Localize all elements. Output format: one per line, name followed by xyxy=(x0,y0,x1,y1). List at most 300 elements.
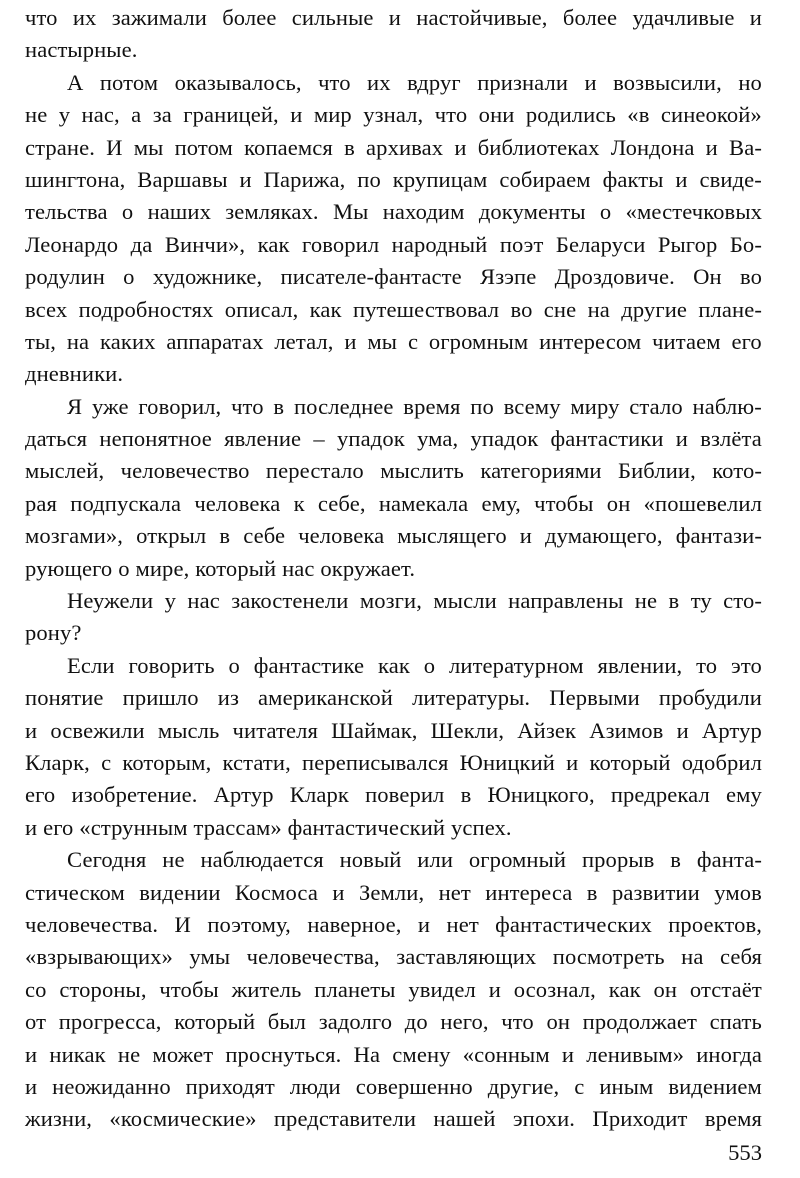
word: фантастике xyxy=(253,652,365,678)
text-line xyxy=(25,229,762,261)
word: Язэпе xyxy=(480,264,537,290)
word: мы xyxy=(367,328,398,354)
word: переписывался xyxy=(302,749,449,775)
paragraph xyxy=(25,844,762,1136)
word: приходят xyxy=(185,1073,275,1099)
word: более xyxy=(222,5,277,30)
word: потом xyxy=(99,69,159,95)
word: другие, xyxy=(487,1073,560,1099)
word: народный xyxy=(391,231,488,257)
word: говорить xyxy=(128,652,215,678)
word: Азимов xyxy=(589,717,664,743)
word: во xyxy=(510,296,533,322)
word: в xyxy=(273,393,285,419)
word: себе xyxy=(243,523,286,549)
word: открыл xyxy=(136,523,207,549)
word: другие xyxy=(621,296,688,322)
word: упадок xyxy=(470,426,539,452)
body-text-column xyxy=(25,2,762,1136)
word: художнике, xyxy=(152,264,263,290)
text-line xyxy=(25,553,762,585)
word: ему xyxy=(725,782,762,808)
word: намекала xyxy=(378,490,469,516)
word: категориями xyxy=(480,458,602,484)
text-line xyxy=(25,326,762,358)
word: неожиданно xyxy=(52,1073,171,1099)
word: окружает. xyxy=(320,555,416,581)
word: и xyxy=(332,879,345,905)
word: мозгами», xyxy=(25,523,124,549)
word: собираем xyxy=(499,166,591,192)
word: плане- xyxy=(698,296,762,322)
word: Беларуси xyxy=(555,231,646,257)
word: Рыгор xyxy=(657,231,718,257)
word: о xyxy=(123,264,135,290)
word: и xyxy=(566,749,579,775)
word: человека xyxy=(298,523,385,549)
word: «космические» xyxy=(109,1106,257,1132)
word: до xyxy=(404,1009,428,1035)
word: освежили xyxy=(50,717,145,743)
word: но xyxy=(738,69,762,95)
word: ленивым» xyxy=(586,1041,685,1067)
word: удачливые xyxy=(632,5,735,30)
word: даться xyxy=(25,426,88,452)
paragraph xyxy=(25,650,762,844)
word: и xyxy=(675,166,688,192)
word: закостенели xyxy=(231,588,349,614)
word: А xyxy=(67,69,84,95)
word: ты, xyxy=(25,328,57,354)
word: время xyxy=(704,1106,762,1132)
word: мыслей, xyxy=(25,458,105,484)
word: понятие xyxy=(25,685,104,711)
word: стическом xyxy=(25,879,125,905)
word: непонятное xyxy=(99,426,212,452)
word: узнал, xyxy=(363,102,424,128)
word: и xyxy=(519,523,532,549)
word: взлёта xyxy=(700,426,762,452)
word: время xyxy=(403,393,461,419)
paragraph xyxy=(25,585,762,650)
word: в xyxy=(670,847,682,873)
text-line xyxy=(25,132,762,164)
word: На xyxy=(353,1041,381,1067)
word: прогресса, xyxy=(58,1009,162,1035)
word: которым, xyxy=(122,749,212,775)
word: мыслящего xyxy=(397,523,507,549)
word: поэтому, xyxy=(207,911,291,937)
word: Варшавы xyxy=(137,166,228,192)
word: архивах xyxy=(366,134,444,160)
word: со xyxy=(25,976,47,1002)
word: осознал, xyxy=(513,976,596,1002)
text-line xyxy=(25,99,762,131)
word: рующего xyxy=(25,555,113,581)
word: нас xyxy=(282,555,315,581)
word: и xyxy=(488,976,501,1002)
text-line xyxy=(25,1039,762,1071)
word: описал, xyxy=(224,296,299,322)
text-line xyxy=(25,358,762,390)
word: Сегодня xyxy=(67,847,147,873)
word: эпохи. xyxy=(512,1106,576,1132)
word: уже xyxy=(91,393,129,419)
word: Артур xyxy=(701,717,762,743)
word: из xyxy=(217,685,239,711)
word: наших xyxy=(147,199,211,225)
word: задолго xyxy=(318,1009,393,1035)
word: не xyxy=(162,847,185,873)
text-line xyxy=(25,877,762,909)
word: и xyxy=(25,717,38,743)
word: Айзек xyxy=(517,717,577,743)
word: мысль xyxy=(157,717,220,743)
word: поверил xyxy=(365,782,445,808)
word: они xyxy=(478,102,515,128)
word: фанта- xyxy=(696,847,762,873)
word: и xyxy=(25,1041,38,1067)
word: Артур xyxy=(213,782,274,808)
word: писателе-фантасте xyxy=(280,264,462,290)
text-line xyxy=(25,67,762,99)
word: «в xyxy=(627,102,650,128)
word: его xyxy=(43,814,74,840)
text-line xyxy=(25,34,762,66)
text-line xyxy=(25,261,762,293)
word: зажимали xyxy=(111,5,207,30)
word: наблю- xyxy=(692,393,762,419)
word: Лондона xyxy=(610,134,695,160)
word: направлены xyxy=(508,588,624,614)
word: что xyxy=(434,102,468,128)
word: наблюдается xyxy=(200,847,324,873)
paragraph xyxy=(25,391,762,585)
word: подпускала xyxy=(70,490,182,516)
word: как xyxy=(608,976,641,1002)
word: Ва- xyxy=(729,134,762,160)
word: предрекал xyxy=(610,782,710,808)
word: на xyxy=(587,296,610,322)
word: упадок xyxy=(337,426,405,452)
word: Парижа, xyxy=(263,166,346,192)
word: развитии xyxy=(611,879,700,905)
word: который xyxy=(174,1009,256,1035)
word: Леонардо xyxy=(25,231,119,257)
text-line xyxy=(25,812,762,844)
word: огромным xyxy=(428,328,529,354)
text-line xyxy=(25,617,762,649)
word: мире, xyxy=(135,555,190,581)
word: мозги, xyxy=(359,588,422,614)
word: планеты xyxy=(314,976,396,1002)
word: человечества, xyxy=(246,944,380,970)
word: человека xyxy=(194,490,281,516)
word: «пошевелил xyxy=(643,490,762,516)
word: пробудили xyxy=(658,685,762,711)
text-line xyxy=(25,974,762,1006)
word: Земли, xyxy=(358,879,425,905)
word: изобретение. xyxy=(71,782,198,808)
word: факты xyxy=(602,166,664,192)
word: находим xyxy=(382,199,465,225)
word: стало xyxy=(629,393,683,419)
word: себе, xyxy=(317,490,366,516)
word: иным xyxy=(599,1073,654,1099)
word: и xyxy=(239,166,252,192)
text-line xyxy=(25,941,762,973)
word: который xyxy=(589,749,671,775)
word: фантастический xyxy=(287,814,446,840)
word: Он xyxy=(693,264,722,290)
word: мыслить xyxy=(380,458,464,484)
word: явление xyxy=(224,426,302,452)
word: интересом xyxy=(539,328,642,354)
word: фантази- xyxy=(675,523,762,549)
word: их xyxy=(72,5,97,30)
word: человечество xyxy=(120,458,250,484)
word: то xyxy=(696,652,718,678)
word: миру xyxy=(570,393,620,419)
word: проснуться. xyxy=(225,1041,342,1067)
text-line xyxy=(25,909,762,941)
word: пришло xyxy=(122,685,199,711)
text-line xyxy=(25,747,762,779)
text-line xyxy=(25,423,762,455)
word: сильные xyxy=(291,5,374,30)
word: последнее xyxy=(293,393,394,419)
word: нет xyxy=(446,911,479,937)
word: мы xyxy=(133,134,164,160)
word: Бо- xyxy=(729,231,762,257)
word: поэт xyxy=(499,231,544,257)
word: по xyxy=(357,166,381,192)
word: от xyxy=(25,1009,47,1035)
word: думающего, xyxy=(545,523,663,549)
word: летал, xyxy=(274,328,334,354)
word: И xyxy=(174,911,191,937)
word: видением xyxy=(668,1073,762,1099)
word: как xyxy=(377,652,410,678)
word: и xyxy=(561,1041,575,1067)
word: настойчивые, xyxy=(416,5,548,30)
word: – xyxy=(313,426,325,452)
word: Кларк xyxy=(289,782,349,808)
word: у xyxy=(58,102,71,128)
word: дневники. xyxy=(25,361,124,387)
word: «взрывающих» xyxy=(25,944,173,970)
word: трассам» xyxy=(193,814,282,840)
word: каких xyxy=(100,328,156,354)
word: умы xyxy=(189,944,231,970)
word: говорил xyxy=(302,231,380,257)
word: о xyxy=(423,652,436,678)
word: это xyxy=(731,652,762,678)
word: нас, xyxy=(81,102,120,128)
word: с xyxy=(101,749,112,775)
word: родулин xyxy=(25,264,105,290)
word: и xyxy=(25,1073,38,1099)
word: по xyxy=(470,393,494,419)
word: рону? xyxy=(25,620,82,646)
word: успех. xyxy=(450,814,512,840)
word: Первыми xyxy=(549,685,640,711)
word: Космоса xyxy=(234,879,318,905)
word: кото- xyxy=(712,458,762,484)
word: прорыв xyxy=(581,847,655,873)
page-number: 553 xyxy=(728,1140,762,1165)
word: в xyxy=(344,134,355,160)
word: он xyxy=(606,490,631,516)
word: и xyxy=(749,5,762,30)
word: за xyxy=(152,102,172,128)
word: Дроздовиче. xyxy=(554,264,675,290)
word: чтобы xyxy=(534,490,594,516)
word: о xyxy=(118,555,130,581)
word: тельства xyxy=(25,199,108,225)
word: границей, xyxy=(183,102,279,128)
word: признали xyxy=(477,69,569,95)
word: стороны, xyxy=(59,976,147,1002)
word: читателя xyxy=(232,717,318,743)
word: нас xyxy=(187,588,220,614)
word: сто- xyxy=(723,588,762,614)
word: с xyxy=(407,328,419,354)
word: фантастических xyxy=(495,911,652,937)
word: что xyxy=(25,5,58,30)
word: смену xyxy=(392,1041,451,1067)
word: оказывалось, xyxy=(174,69,302,95)
word: свиде- xyxy=(699,166,762,192)
word: на xyxy=(66,328,90,354)
word: интереса xyxy=(485,879,573,905)
word: видении xyxy=(139,879,221,905)
word: нет xyxy=(438,879,471,905)
word: ума, xyxy=(417,426,459,452)
word: Шаймак, xyxy=(331,717,418,743)
word: настырные. xyxy=(25,37,138,63)
word: не xyxy=(117,1041,141,1067)
word: не xyxy=(634,588,658,614)
word: всему xyxy=(503,393,561,419)
text-line xyxy=(25,779,762,811)
word: Юницкий xyxy=(459,749,555,775)
word: он xyxy=(546,1009,571,1035)
word: и xyxy=(584,69,597,95)
word: отстаёт xyxy=(689,976,762,1002)
word: огромный xyxy=(468,847,567,873)
word: увидел xyxy=(408,976,476,1002)
word: их xyxy=(367,69,391,95)
word: в xyxy=(668,588,680,614)
word: к xyxy=(293,490,305,516)
word: в xyxy=(586,879,598,905)
word: аппаратах xyxy=(166,328,264,354)
word: явлении, xyxy=(597,652,683,678)
text-line xyxy=(25,715,762,747)
word: во xyxy=(739,264,762,290)
word: умов xyxy=(714,879,762,905)
word: библиотеках xyxy=(477,134,600,160)
word: нашей xyxy=(433,1106,496,1132)
word: что xyxy=(318,69,351,95)
word: люди xyxy=(289,1073,341,1099)
word: шингтона, xyxy=(25,166,126,192)
word: ту xyxy=(690,588,712,614)
text-line xyxy=(25,1006,762,1038)
word: фантастики xyxy=(550,426,664,452)
word: мир xyxy=(313,102,352,128)
word: чтобы xyxy=(159,976,219,1002)
word: крупицам xyxy=(392,166,488,192)
word: и xyxy=(454,134,467,160)
word: кстати, xyxy=(222,749,291,775)
word: не xyxy=(25,102,48,128)
word: литературном xyxy=(449,652,584,678)
word: Я xyxy=(67,393,83,419)
word: продолжает xyxy=(582,1009,698,1035)
word: потом xyxy=(174,134,233,160)
text-line xyxy=(25,844,762,876)
word: и xyxy=(344,328,357,354)
word: Библии, xyxy=(618,458,696,484)
word: ему, xyxy=(481,490,521,516)
text-line xyxy=(25,455,762,487)
word: иногда xyxy=(696,1041,762,1067)
word: говорил, xyxy=(138,393,222,419)
word: который xyxy=(195,555,277,581)
word: перестало xyxy=(265,458,364,484)
word: с xyxy=(574,1073,585,1099)
word: возвысили, xyxy=(613,69,722,95)
word: посмотреть xyxy=(552,944,665,970)
word: Кларк, xyxy=(25,749,90,775)
word: да xyxy=(130,231,153,257)
text-line xyxy=(25,682,762,714)
word: и xyxy=(388,5,401,30)
word: Приходит xyxy=(592,1106,688,1132)
word: подробностях xyxy=(78,296,214,322)
word: проектов, xyxy=(668,911,762,937)
text-line xyxy=(25,2,762,34)
word: путешествовал xyxy=(352,296,500,322)
word: Юницкого, xyxy=(487,782,595,808)
word: синеокой» xyxy=(660,102,762,128)
word: его xyxy=(25,782,56,808)
word: документы xyxy=(478,199,586,225)
text-line xyxy=(25,1103,762,1135)
word: а xyxy=(131,102,142,128)
word: житель xyxy=(231,976,302,1002)
word: и xyxy=(417,911,431,937)
text-line xyxy=(25,294,762,326)
word: никак xyxy=(49,1041,106,1067)
word: одобрил xyxy=(681,749,762,775)
word: мысли xyxy=(433,588,497,614)
word: новый xyxy=(339,847,402,873)
word: более xyxy=(562,5,618,30)
text-line xyxy=(25,650,762,682)
word: и xyxy=(676,717,689,743)
word: как xyxy=(309,296,342,322)
word: что xyxy=(501,1009,534,1035)
word: всех xyxy=(25,296,68,322)
text-line xyxy=(25,391,762,423)
word: Если xyxy=(67,652,115,678)
word: Винчи», xyxy=(164,231,246,257)
word: литературы. xyxy=(412,685,531,711)
word: «струнным xyxy=(79,814,188,840)
